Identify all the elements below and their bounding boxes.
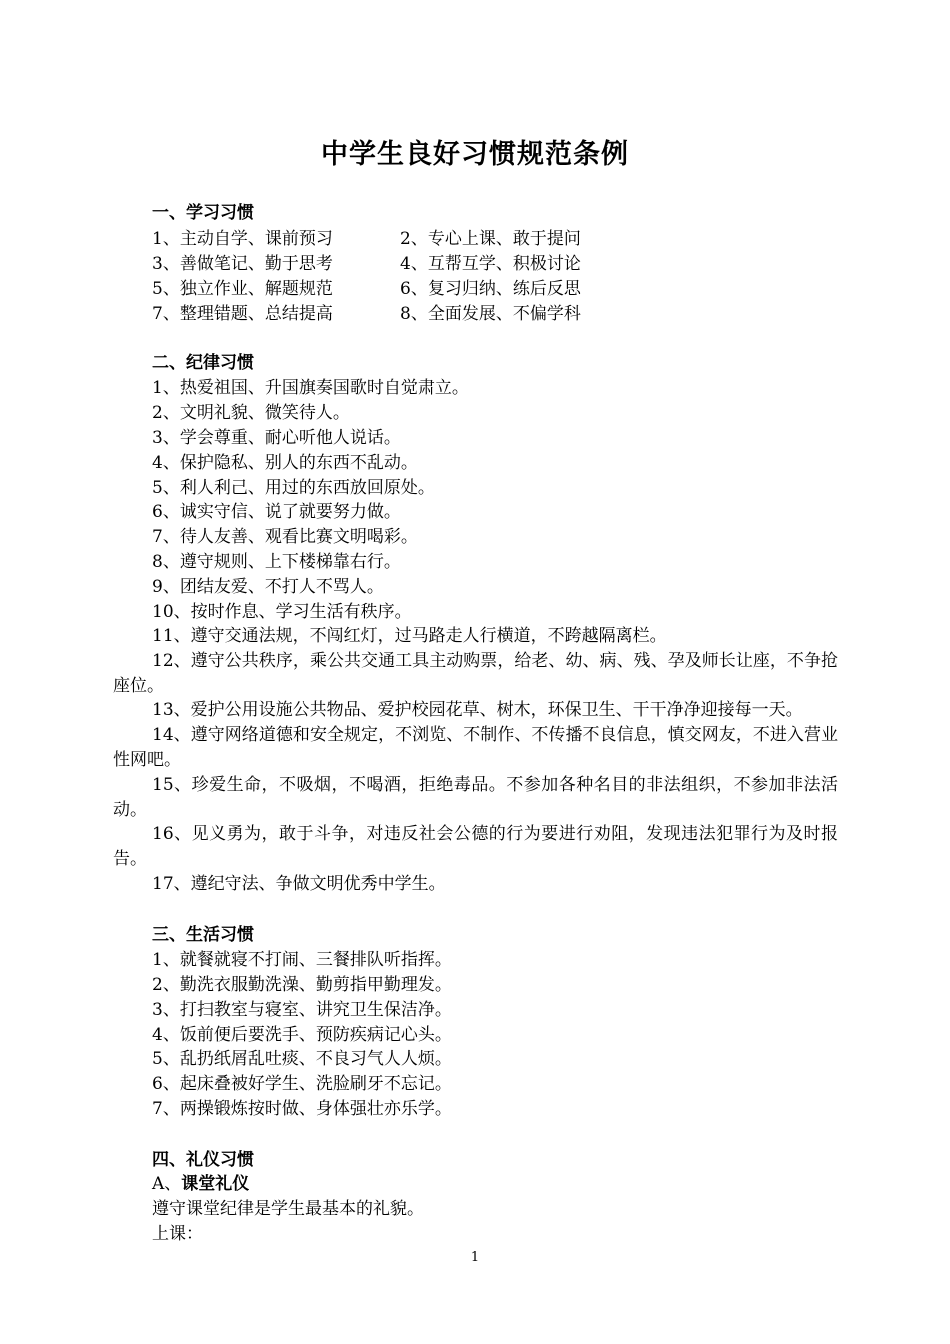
study-item: 2、专心上课、敢于提问	[400, 229, 581, 249]
discipline-item: 9、团结友爱、不打人不骂人。	[152, 577, 384, 597]
study-item: 6、复习归纳、练后反思	[400, 279, 581, 299]
study-item: 4、互帮互学、积极讨论	[400, 254, 581, 274]
discipline-item: 14、遵守网络道德和安全规定，不浏览、不制作、不传播不良信息，慎交网友，不进入营业性网吧。	[113, 725, 838, 770]
discipline-item: 5、利人利己、用过的东西放回原处。	[152, 478, 435, 498]
etiquette-line: 遵守课堂纪律是学生最基本的礼貌。	[152, 1199, 424, 1219]
discipline-item: 2、文明礼貌、微笑待人。	[152, 403, 350, 423]
section-heading-discipline: 二、纪律习惯	[152, 353, 254, 373]
study-item: 3、善做笔记、勤于思考	[152, 254, 333, 274]
discipline-item: 16、见义勇为，敢于斗争，对违反社会公德的行为要进行劝阻，发现违法犯罪行为及时报告。	[113, 824, 838, 869]
discipline-item: 8、遵守规则、上下楼梯靠右行。	[152, 552, 401, 572]
discipline-item: 15、珍爱生命，不吸烟，不喝酒，拒绝毒品。不参加各种名目的非法组织，不参加非法活动。	[113, 775, 838, 820]
discipline-item: 12、遵守公共秩序，乘公共交通工具主动购票，给老、幼、病、残、孕及师长让座，不争抢座位。	[113, 651, 838, 696]
life-item: 2、勤洗衣服勤洗澡、勤剪指甲勤理发。	[152, 975, 452, 995]
discipline-item: 3、学会尊重、耐心听他人说话。	[152, 428, 401, 448]
page-title: 中学生良好习惯规范条例	[321, 139, 629, 170]
etiquette-line: 上课：	[152, 1224, 203, 1244]
discipline-item: 11、遵守交通法规，不闯红灯，过马路走人行横道，不跨越隔离栏。	[152, 626, 667, 646]
discipline-item: 10、按时作息、学习生活有秩序。	[152, 602, 412, 622]
life-item: 3、打扫教室与寝室、讲究卫生保洁净。	[152, 1000, 452, 1020]
discipline-item: 7、待人友善、观看比赛文明喝彩。	[152, 527, 418, 547]
life-item: 6、起床叠被好学生、洗脸刷牙不忘记。	[152, 1074, 452, 1094]
section-heading-life: 三、生活习惯	[152, 925, 254, 945]
subsection-prefix: A、	[152, 1174, 182, 1194]
page-number: 1	[470, 1250, 480, 1265]
section-heading-study: 一、学习习惯	[152, 203, 254, 223]
section-heading-etiquette: 四、礼仪习惯	[152, 1150, 254, 1170]
study-item: 1、主动自学、课前预习	[152, 229, 333, 249]
discipline-item: 13、爱护公用设施公共物品、爱护校园花草、树木，环保卫生、干干净净迎接每一天。	[152, 700, 803, 720]
subsection-title: 课堂礼仪	[181, 1174, 250, 1194]
discipline-item: 6、诚实守信、说了就要努力做。	[152, 502, 401, 522]
discipline-item: 17、遵纪守法、争做文明优秀中学生。	[152, 874, 446, 894]
life-item: 4、饭前便后要洗手、预防疾病记心头。	[152, 1025, 452, 1045]
life-item: 5、乱扔纸屑乱吐痰、不良习气人人烦。	[152, 1049, 452, 1069]
life-item: 7、两操锻炼按时做、身体强壮亦乐学。	[152, 1099, 452, 1119]
discipline-item: 4、保护隐私、别人的东西不乱动。	[152, 453, 418, 473]
subsection-heading	[152, 1172, 249, 1197]
study-item: 8、全面发展、不偏学科	[400, 304, 581, 324]
study-item: 5、独立作业、解题规范	[152, 279, 333, 299]
study-item: 7、整理错题、总结提高	[152, 304, 333, 324]
discipline-item: 1、热爱祖国、升国旗奏国歌时自觉肃立。	[152, 378, 469, 398]
life-item: 1、就餐就寝不打闹、三餐排队听指挥。	[152, 950, 452, 970]
